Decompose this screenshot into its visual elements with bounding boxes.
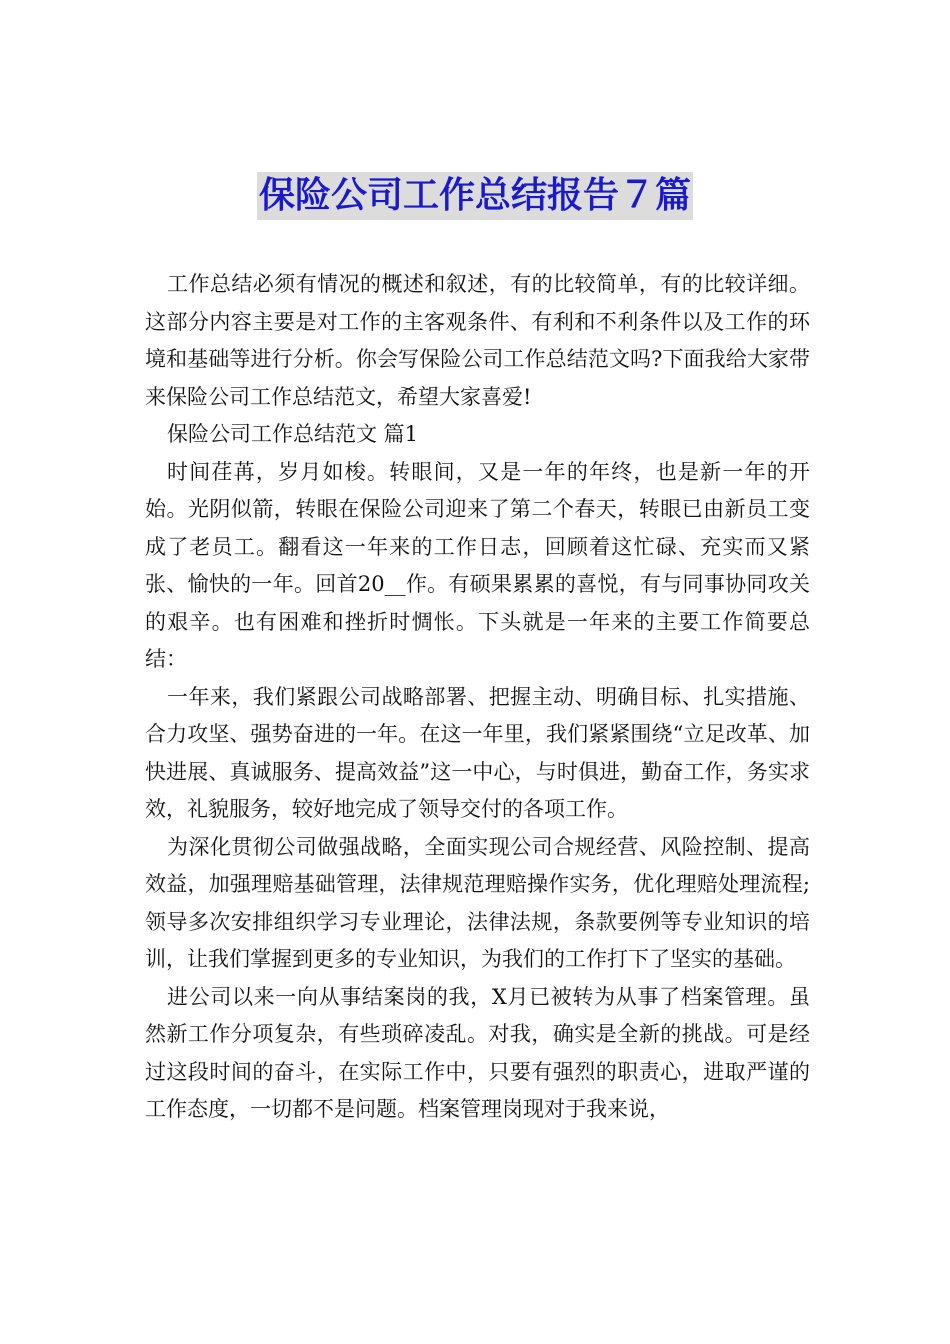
document-title: 保险公司工作总结报告７篇 [257,172,693,220]
document-body [145,266,810,1129]
body-paragraph: 为深化贯彻公司做强战略，全面实现公司合规经营、风险控制、提高效益，加强理赔基础管理，法律规范理赔操作实务，优化理赔处理流程;领导多次安排组织学习专业理论，法律法规，条款要例等专业知识的培训，让我们掌握到更多的专业知识，为我们的工作打下了坚实的基础。 [145,834,810,971]
section-heading: 保险公司工作总结范文 篇1 [167,422,419,446]
body-paragraph: 时间荏苒，岁月如梭。转眼间，又是一年的年终，也是新一年的开始。光阴似箭，转眼在保险公司迎来了第二个春天，转眼已由新员工变成了老员工。翻看这一年来的工作日志，回顾着这忙碌、充实而又紧张、愉快的一年。回首20__作。有硕果累累的喜悦，有与同事协同攻关的艰辛。也有困难和挫折时惆怅。下头就是一年来的主要工作简要总结： [145,459,810,671]
intro-paragraph: 工作总结必须有情况的概述和叙述，有的比较简单，有的比较详细。这部分内容主要是对工作的主客观条件、有利和不利条件以及工作的环境和基础等进行分析。你会写保险公司工作总结范文吗?下面我给大家带来保险公司工作总结范文，希望大家喜爱! [145,272,810,409]
body-paragraph: 进公司以来一向从事结案岗的我，X月已被转为从事了档案管理。虽然新工作分项复杂，有些琐碎凌乱。对我，确实是全新的挑战。可是经过这段时间的奋斗，在实际工作中，只要有强烈的职责心，进取严谨的工作态度，一切都不是问题。档案管理岗现对于我来说， [145,984,810,1121]
body-paragraph: 一年来，我们紧跟公司战略部署、把握主动、明确目标、扎实措施、合力攻坚、强势奋进的一年。在这一年里，我们紧紧围绕“立足改革、加快进展、真诚服务、提高效益”这一中心，与时俱进，勤奋工作，务实求效，礼貌服务，较好地完成了领导交付的各项工作。 [145,684,810,821]
title-container [0,172,950,220]
